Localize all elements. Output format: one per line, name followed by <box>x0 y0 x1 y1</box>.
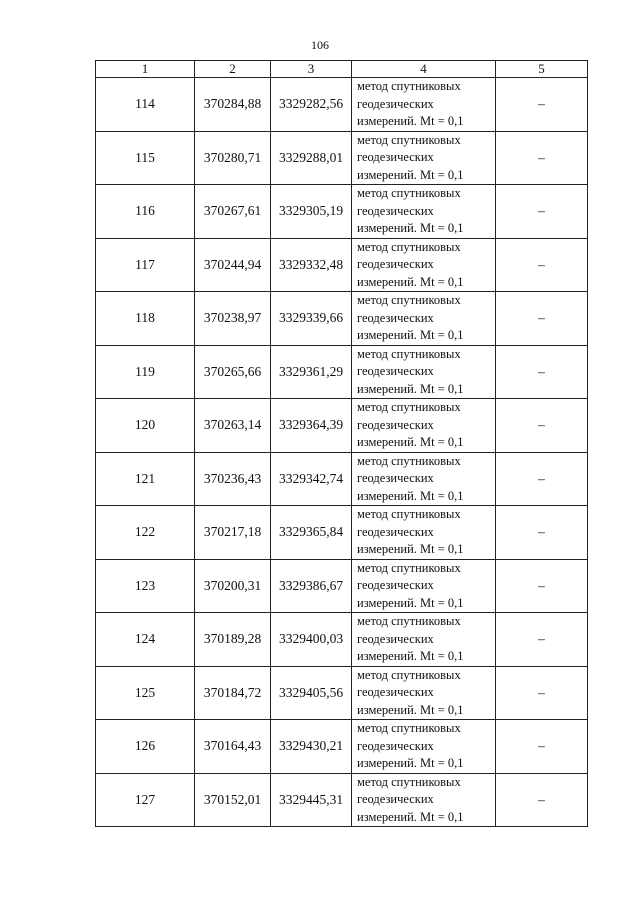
column-header-2: 2 <box>195 61 271 78</box>
method-cell: метод спутниковых геодезических измерений. Mt = 0,1 <box>352 185 496 239</box>
x-coordinate-cell: 370189,28 <box>195 613 271 667</box>
table-row <box>96 131 588 185</box>
note-cell: – <box>496 720 588 774</box>
column-header-5: 5 <box>496 61 588 78</box>
x-coordinate-cell: 370200,31 <box>195 559 271 613</box>
point-number-cell: 120 <box>96 399 195 453</box>
y-coordinate-cell: 3329342,74 <box>271 452 352 506</box>
method-cell: метод спутниковых геодезических измерений. Mt = 0,1 <box>352 666 496 720</box>
point-number-cell: 117 <box>96 238 195 292</box>
y-coordinate-cell: 3329282,56 <box>271 78 352 132</box>
table-row <box>96 185 588 239</box>
table-body <box>96 61 588 827</box>
note-cell: – <box>496 613 588 667</box>
x-coordinate-cell: 370267,61 <box>195 185 271 239</box>
x-coordinate-cell: 370238,97 <box>195 292 271 346</box>
table-header-row <box>96 61 588 78</box>
point-number-cell: 124 <box>96 613 195 667</box>
y-coordinate-cell: 3329430,21 <box>271 720 352 774</box>
table-row <box>96 452 588 506</box>
y-coordinate-cell: 3329445,31 <box>271 773 352 827</box>
table-row <box>96 345 588 399</box>
page-number: 106 <box>311 38 329 52</box>
method-cell: метод спутниковых геодезических измерений. Mt = 0,1 <box>352 399 496 453</box>
table-row <box>96 78 588 132</box>
y-coordinate-cell: 3329364,39 <box>271 399 352 453</box>
y-coordinate-cell: 3329386,67 <box>271 559 352 613</box>
method-cell: метод спутниковых геодезических измерений. Mt = 0,1 <box>352 78 496 132</box>
method-cell: метод спутниковых геодезических измерений. Mt = 0,1 <box>352 559 496 613</box>
x-coordinate-cell: 370217,18 <box>195 506 271 560</box>
point-number-cell: 123 <box>96 559 195 613</box>
point-number-cell: 119 <box>96 345 195 399</box>
x-coordinate-cell: 370284,88 <box>195 78 271 132</box>
column-header-3: 3 <box>271 61 352 78</box>
table-row <box>96 720 588 774</box>
x-coordinate-cell: 370265,66 <box>195 345 271 399</box>
point-number-cell: 125 <box>96 666 195 720</box>
method-cell: метод спутниковых геодезических измерений. Mt = 0,1 <box>352 345 496 399</box>
table-row <box>96 666 588 720</box>
note-cell: – <box>496 773 588 827</box>
method-cell: метод спутниковых геодезических измерений. Mt = 0,1 <box>352 131 496 185</box>
y-coordinate-cell: 3329365,84 <box>271 506 352 560</box>
y-coordinate-cell: 3329305,19 <box>271 185 352 239</box>
coordinates-table <box>95 60 588 827</box>
point-number-cell: 122 <box>96 506 195 560</box>
method-cell: метод спутниковых геодезических измерений. Mt = 0,1 <box>352 720 496 774</box>
table-row <box>96 613 588 667</box>
y-coordinate-cell: 3329405,56 <box>271 666 352 720</box>
table-row <box>96 292 588 346</box>
y-coordinate-cell: 3329288,01 <box>271 131 352 185</box>
note-cell: – <box>496 131 588 185</box>
table-row <box>96 559 588 613</box>
note-cell: – <box>496 185 588 239</box>
table-row <box>96 773 588 827</box>
note-cell: – <box>496 345 588 399</box>
note-cell: – <box>496 399 588 453</box>
point-number-cell: 116 <box>96 185 195 239</box>
note-cell: – <box>496 559 588 613</box>
x-coordinate-cell: 370152,01 <box>195 773 271 827</box>
method-cell: метод спутниковых геодезических измерений. Mt = 0,1 <box>352 773 496 827</box>
point-number-cell: 115 <box>96 131 195 185</box>
table-row <box>96 399 588 453</box>
method-cell: метод спутниковых геодезических измерений. Mt = 0,1 <box>352 238 496 292</box>
note-cell: – <box>496 452 588 506</box>
note-cell: – <box>496 292 588 346</box>
y-coordinate-cell: 3329332,48 <box>271 238 352 292</box>
table-row <box>96 506 588 560</box>
method-cell: метод спутниковых геодезических измерений. Mt = 0,1 <box>352 506 496 560</box>
point-number-cell: 127 <box>96 773 195 827</box>
y-coordinate-cell: 3329339,66 <box>271 292 352 346</box>
point-number-cell: 126 <box>96 720 195 774</box>
point-number-cell: 118 <box>96 292 195 346</box>
y-coordinate-cell: 3329400,03 <box>271 613 352 667</box>
method-cell: метод спутниковых геодезических измерений. Mt = 0,1 <box>352 613 496 667</box>
x-coordinate-cell: 370263,14 <box>195 399 271 453</box>
note-cell: – <box>496 666 588 720</box>
x-coordinate-cell: 370164,43 <box>195 720 271 774</box>
point-number-cell: 114 <box>96 78 195 132</box>
method-cell: метод спутниковых геодезических измерений. Mt = 0,1 <box>352 292 496 346</box>
x-coordinate-cell: 370236,43 <box>195 452 271 506</box>
x-coordinate-cell: 370184,72 <box>195 666 271 720</box>
x-coordinate-cell: 370280,71 <box>195 131 271 185</box>
point-number-cell: 121 <box>96 452 195 506</box>
note-cell: – <box>496 506 588 560</box>
column-header-1: 1 <box>96 61 195 78</box>
method-cell: метод спутниковых геодезических измерений. Mt = 0,1 <box>352 452 496 506</box>
y-coordinate-cell: 3329361,29 <box>271 345 352 399</box>
note-cell: – <box>496 238 588 292</box>
table-row <box>96 238 588 292</box>
note-cell: – <box>496 78 588 132</box>
x-coordinate-cell: 370244,94 <box>195 238 271 292</box>
column-header-4: 4 <box>352 61 496 78</box>
